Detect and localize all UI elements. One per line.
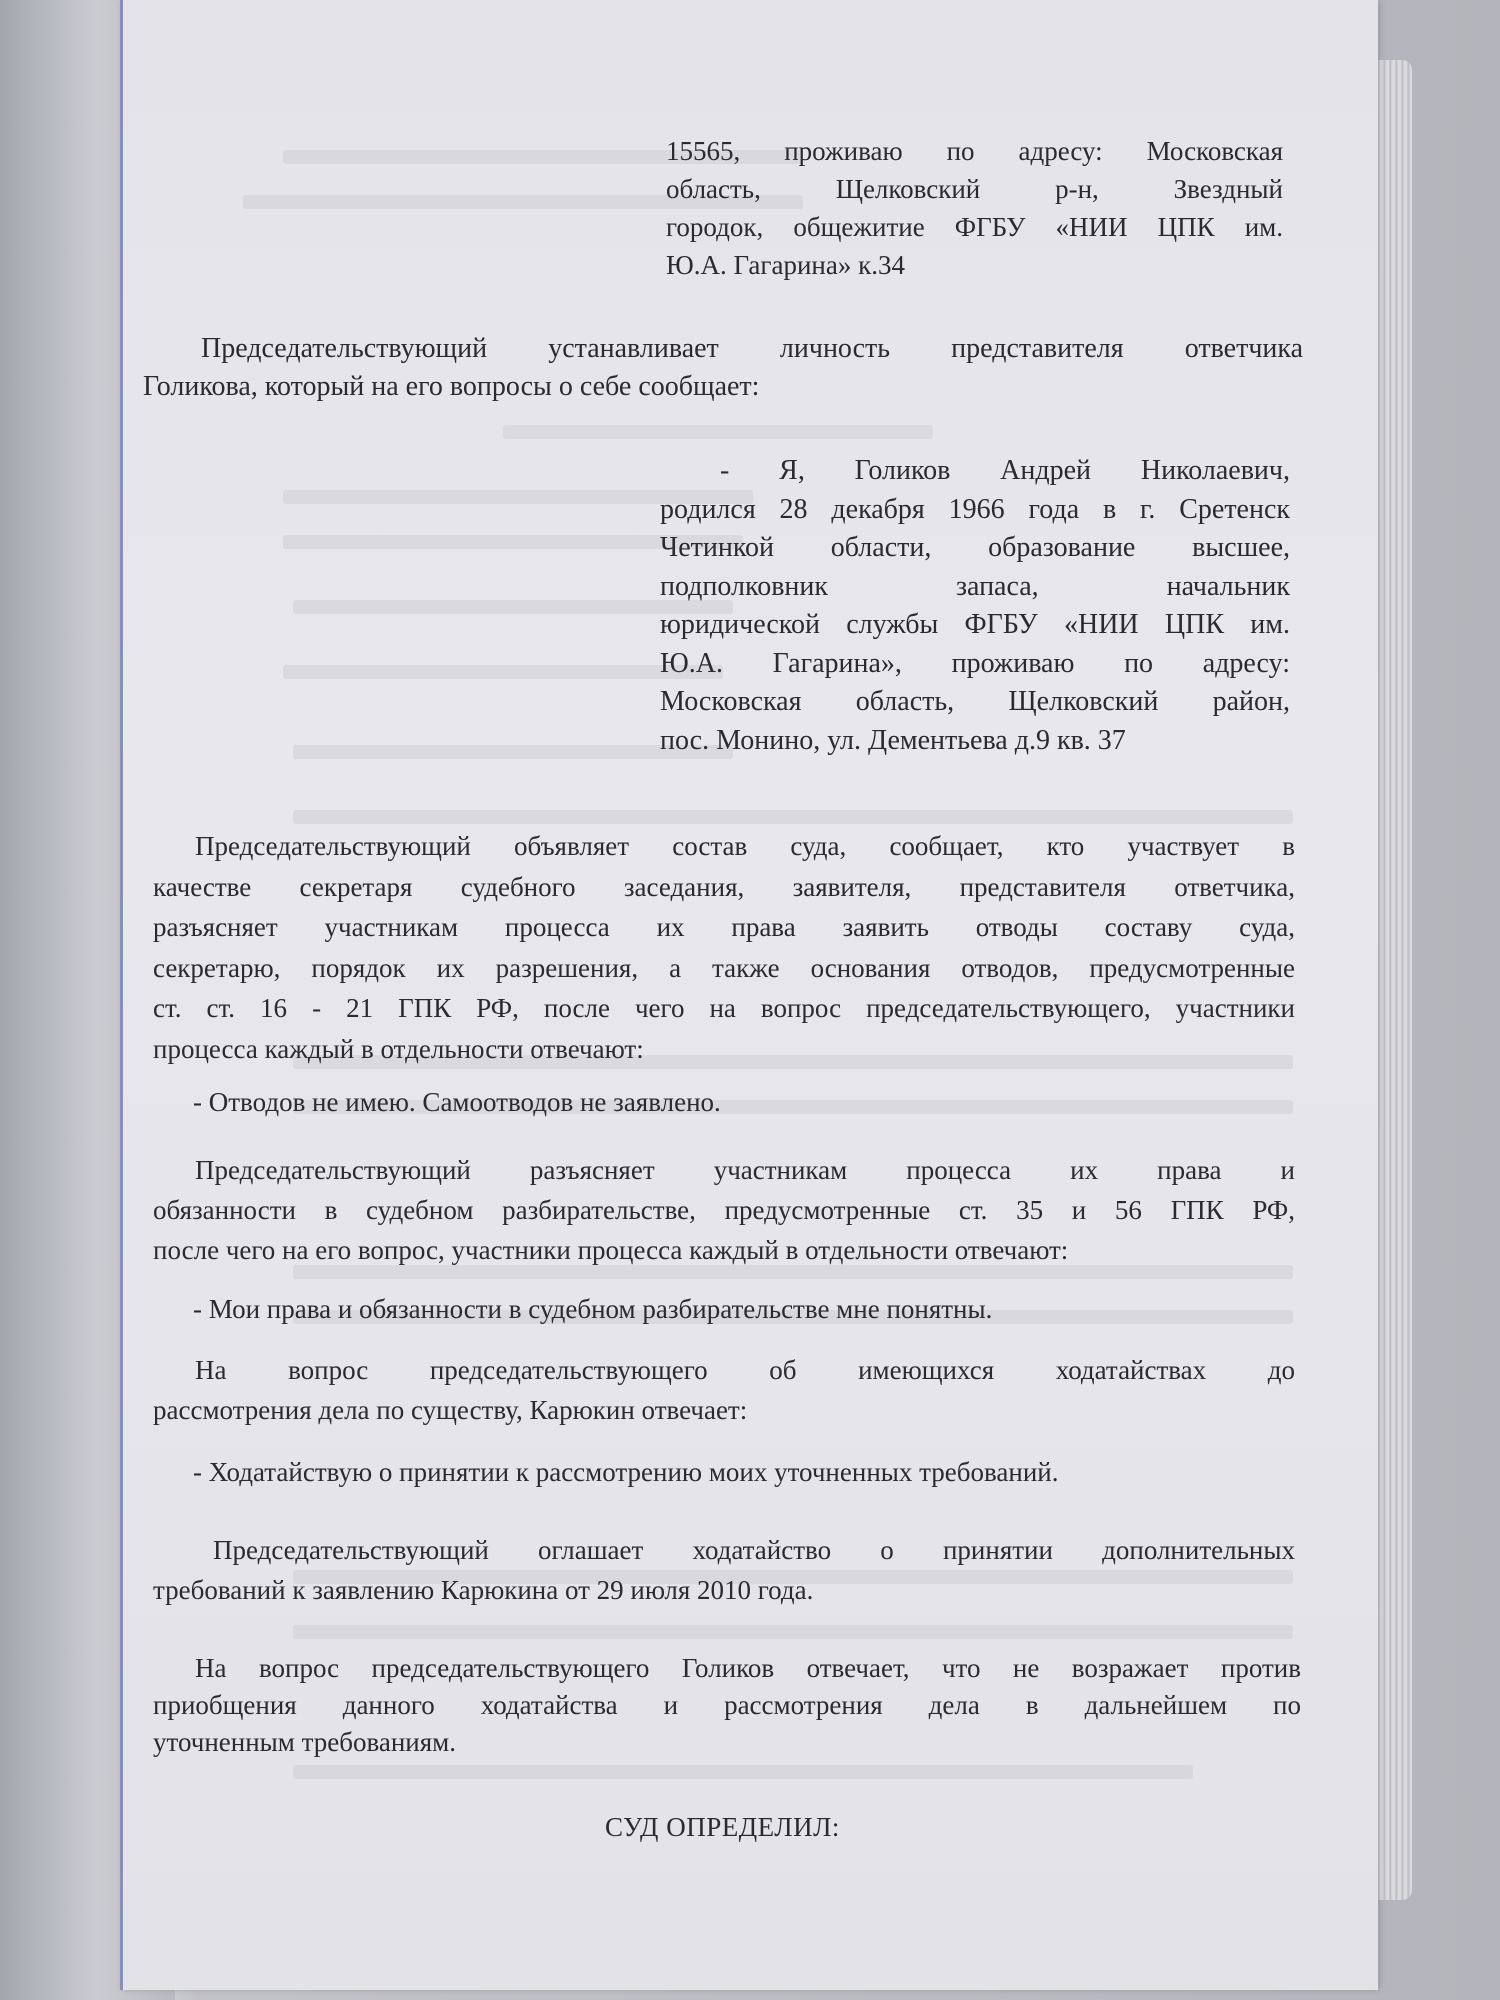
golikov-response-paragraph — [153, 1650, 1301, 1761]
identity-intro-paragraph — [143, 330, 1303, 406]
ruling-heading: СУД ОПРЕДЕЛИЛ: — [605, 1812, 840, 1842]
golikov-statement-block — [660, 452, 1290, 760]
paragraph-line: процесса каждый в отдельности отвечают: — [153, 1033, 644, 1064]
paragraph-line: уточненным требованиям. — [153, 1727, 457, 1757]
paragraph-line: Председательствующий объявляет состав суда, сообщает, кто участвует в — [195, 831, 1295, 861]
paragraph-line: Председательствующий оглашает ходатайство о принятии дополнительных — [213, 1535, 1295, 1565]
rights-explanation-paragraph — [153, 1150, 1295, 1270]
paragraph-line: качестве секретаря судебного заседания, заявителя, представителя ответчика, — [153, 871, 1295, 902]
document-page — [120, 0, 1378, 1990]
bleed-through-mark — [293, 810, 1293, 824]
address-line: 15565, проживаю по адресу: Московская — [666, 136, 1283, 166]
statement-line: - Я, Голиков Андрей Николаевич, — [720, 455, 1290, 486]
statement-line: пос. Монино, ул. Дементьева д.9 кв. 37 — [660, 724, 1126, 756]
address-line: область, Щелковский р-н, Звездный — [666, 174, 1283, 204]
paragraph-line: приобщения данного ходатайства и рассмотрения дела в дальнейшем по — [153, 1690, 1301, 1720]
address-line: городок, общежитие ФГБУ «НИИ ЦПК им. — [666, 212, 1283, 242]
paragraph-line: Председательствующий разъясняет участникам процесса их права и — [195, 1155, 1295, 1185]
paragraph-line: разъясняет участникам процесса их права заявить отводы составу суда, — [153, 912, 1295, 942]
statement-line: Ю.А. Гагарина», проживаю по адресу: — [660, 647, 1290, 679]
motions-question-paragraph — [153, 1350, 1295, 1430]
answer-recusal: - Отводов не имею. Самоотводов не заявлено. — [193, 1087, 721, 1117]
address-line: Ю.А. Гагарина» к.34 — [666, 250, 905, 280]
statement-line: юридической службы ФГБУ «НИИ ЦПК им. — [660, 609, 1290, 640]
paragraph-line: На вопрос председательствующего Голиков отвечает, что не возражает против — [195, 1653, 1301, 1683]
answer-rights: - Мои права и обязанности в судебном разбирательстве мне понятны. — [193, 1294, 993, 1324]
address-block — [666, 132, 1283, 284]
bleed-through-mark — [283, 665, 723, 679]
paragraph-line: обязанности в судебном разбирательстве, предусмотренные ст. 35 и 56 ГПК РФ, — [153, 1195, 1295, 1225]
bleed-through-mark — [293, 1765, 1193, 1779]
statement-line: родился 28 декабря 1966 года в г. Сретенск — [660, 493, 1290, 525]
paragraph-line: На вопрос председательствующего об имеющихся ходатайствах до — [195, 1355, 1295, 1385]
paragraph-line: требований к заявлению Карюкина от 29 июля 2010 года. — [153, 1575, 814, 1605]
paragraph-line: ст. ст. 16 - 21 ГПК РФ, после чего на вопрос председательствующего, участники — [153, 993, 1295, 1023]
bleed-through-mark — [503, 425, 933, 439]
court-composition-paragraph — [153, 826, 1295, 1069]
answer-motion: - Ходатайствую о принятии к рассмотрению моих уточненных требований. — [193, 1457, 1059, 1487]
paragraph-line: Председательствующий устанавливает личность представителя ответчика — [201, 333, 1303, 364]
bleed-through-mark — [293, 1625, 1293, 1639]
paragraph-line: Голикова, который на его вопросы о себе сообщает: — [143, 371, 760, 402]
statement-line: Московская область, Щелковский район, — [660, 686, 1290, 717]
motion-announcement-paragraph — [153, 1530, 1295, 1610]
statement-line: подполковник запаса, начальник — [660, 570, 1290, 602]
paragraph-line: после чего на его вопрос, участники процесса каждый в отдельности отвечают: — [153, 1235, 1069, 1265]
statement-line: Четинкой области, образование высшее, — [660, 532, 1290, 563]
paragraph-line: рассмотрения дела по существу, Карюкин отвечает: — [153, 1395, 748, 1425]
paragraph-line: секретарю, порядок их разрешения, а также основания отводов, предусмотренные — [153, 952, 1295, 983]
